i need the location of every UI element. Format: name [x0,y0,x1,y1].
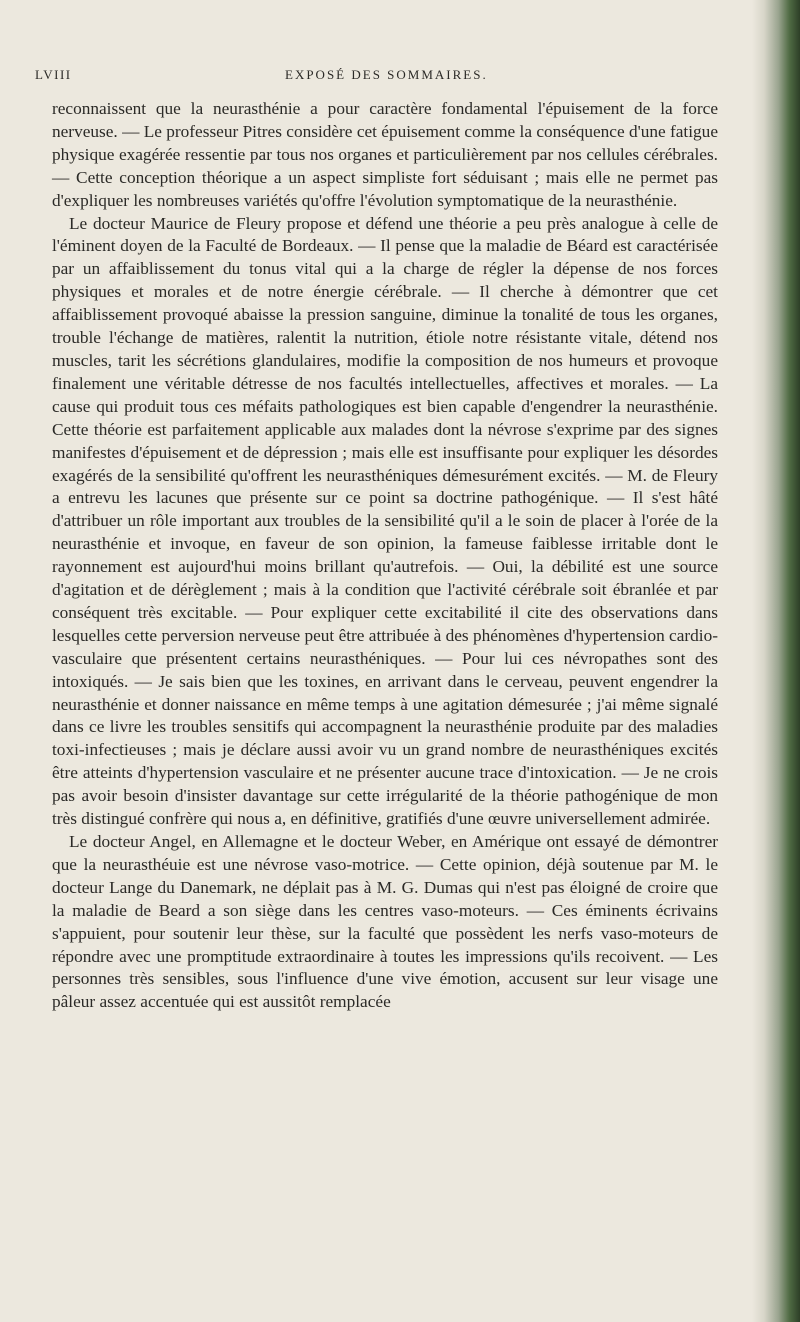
page-header [35,67,715,89]
paragraph: Le docteur Maurice de Fleury propose et défend une théorie a peu près analogue à celle de l'éminent doyen de la Faculté de Bordeaux. — Il pense que la maladie de Béard est caractérisée par un affaiblissement du tonus vital qui a la charge de régler la dépense de nos forces physiques et morales et de notre énergie cérébrale. — Il cherche à démontrer que cet affaiblissement provoqué abaisse la pression sanguine, diminue la tonalité de tous les organes, trouble l'échange de matières, ralentit la nutrition, étiole notre résistante vitale, détend nos muscles, tarit les sécrétions glandulaires, modifie la composition de nos humeurs et provoque finalement une véritable détresse de nos facultés intellectuelles, affectives et morales. — La cause qui produit tous ces méfaits pathologiques est bien capable d'engendrer la neurasthénie. Cette théorie est parfaitement applicable aux malades dont la névrose s'exprime par des signes manifestes d'épuisement et de dépression ; mais elle est insuffisante pour expliquer les désordes exagérés de la sensibilité qu'offrent les neurasthéniques démesurément excités. — M. de Fleury a entrevu les lacunes que présente sur ce point sa doctrine pathogénique. — Il s'est hâté d'attribuer un rôle important aux troubles de la sensibilité qu'il a le soin de placer à l'orée de la neurasthénie et invoque, en faveur de son opinion, la fameuse faiblesse irritable dont le rayonnement est aujourd'hui moins brillant qu'autrefois. — Oui, la débilité est une source d'agitation et de dérèglement ; mais à la condition que l'activité cérébrale soit ébranlée et par conséquent très excitable. — Pour expliquer cette excitabilité il cite des observations dans lesquelles cette perversion nerveuse peut être attribuée à des phénomènes d'hypertension cardio-vasculaire que présentent certains neurasthéniques. — Pour lui ces névropathes sont des intoxiqués. — Je sais bien que les toxines, en arrivant dans le cerveau, peuvent engendrer la neurasthénie et donner naissance en même temps à une agitation démesurée ; j'ai même signalé dans ce livre les troubles sensitifs qui accompagnent la neurasthénie produite par des maladies toxi-infectieuses ; mais je déclare aussi avoir vu un grand nombre de neurasthéniques excités être atteints d'hypertension vasculaire et ne présenter aucune trace d'intoxication. — Je ne crois pas avoir besoin d'insister davantage sur cette irrégularité de la théorie pathogénique de mon très distingué confrère qui nous a, en définitive, gratifiés d'une œuvre universellement admirée. [52,213,718,829]
paragraph: reconnaissent que la neurasthénie a pour caractère fondamental l'épuisement de la force nerveuse. — Le professeur Pitres considère cet épuisement comme la conséquence d'une fatigue physique exagérée ressentie par tous nos organes et particulièrement par nos cellules cérébrales. — Cette conception théorique a un aspect simpliste fort séduisant ; mais elle ne permet pas d'expliquer les nombreuses variétés qu'offre l'évolution symptomatique de la neurasthénie. [52,99,718,210]
body-text [52,98,718,1014]
page-edge-shadow [752,0,800,1322]
page-number: LVIII [35,67,72,82]
paragraph: Le docteur Angel, en Allemagne et le docteur Weber, en Amérique ont essayé de démontrer que la neurasthéuie est une névrose vaso-motrice. — Cette opinion, déjà soutenue par M. le docteur Lange du Danemark, ne déplait pas à M. G. Dumas qui n'est pas éloigné de croire que la maladie de Beard a son siège dans les centres vaso-moteurs. — Ces éminents écrivains s'appuient, pour soutenir leur thèse, sur la faculté que possèdent les nerfs vaso-moteurs de répondre avec une promptitude extraordinaire à toutes les impressions qu'ils recoivent. — Les personnes très sensibles, sous l'influence d'une vive émotion, accusent sur leur visage une pâleur assez accentuée qui est aussitôt remplacée [52,832,718,1012]
running-head: EXPOSÉ DES SOMMAIRES. [285,67,488,82]
